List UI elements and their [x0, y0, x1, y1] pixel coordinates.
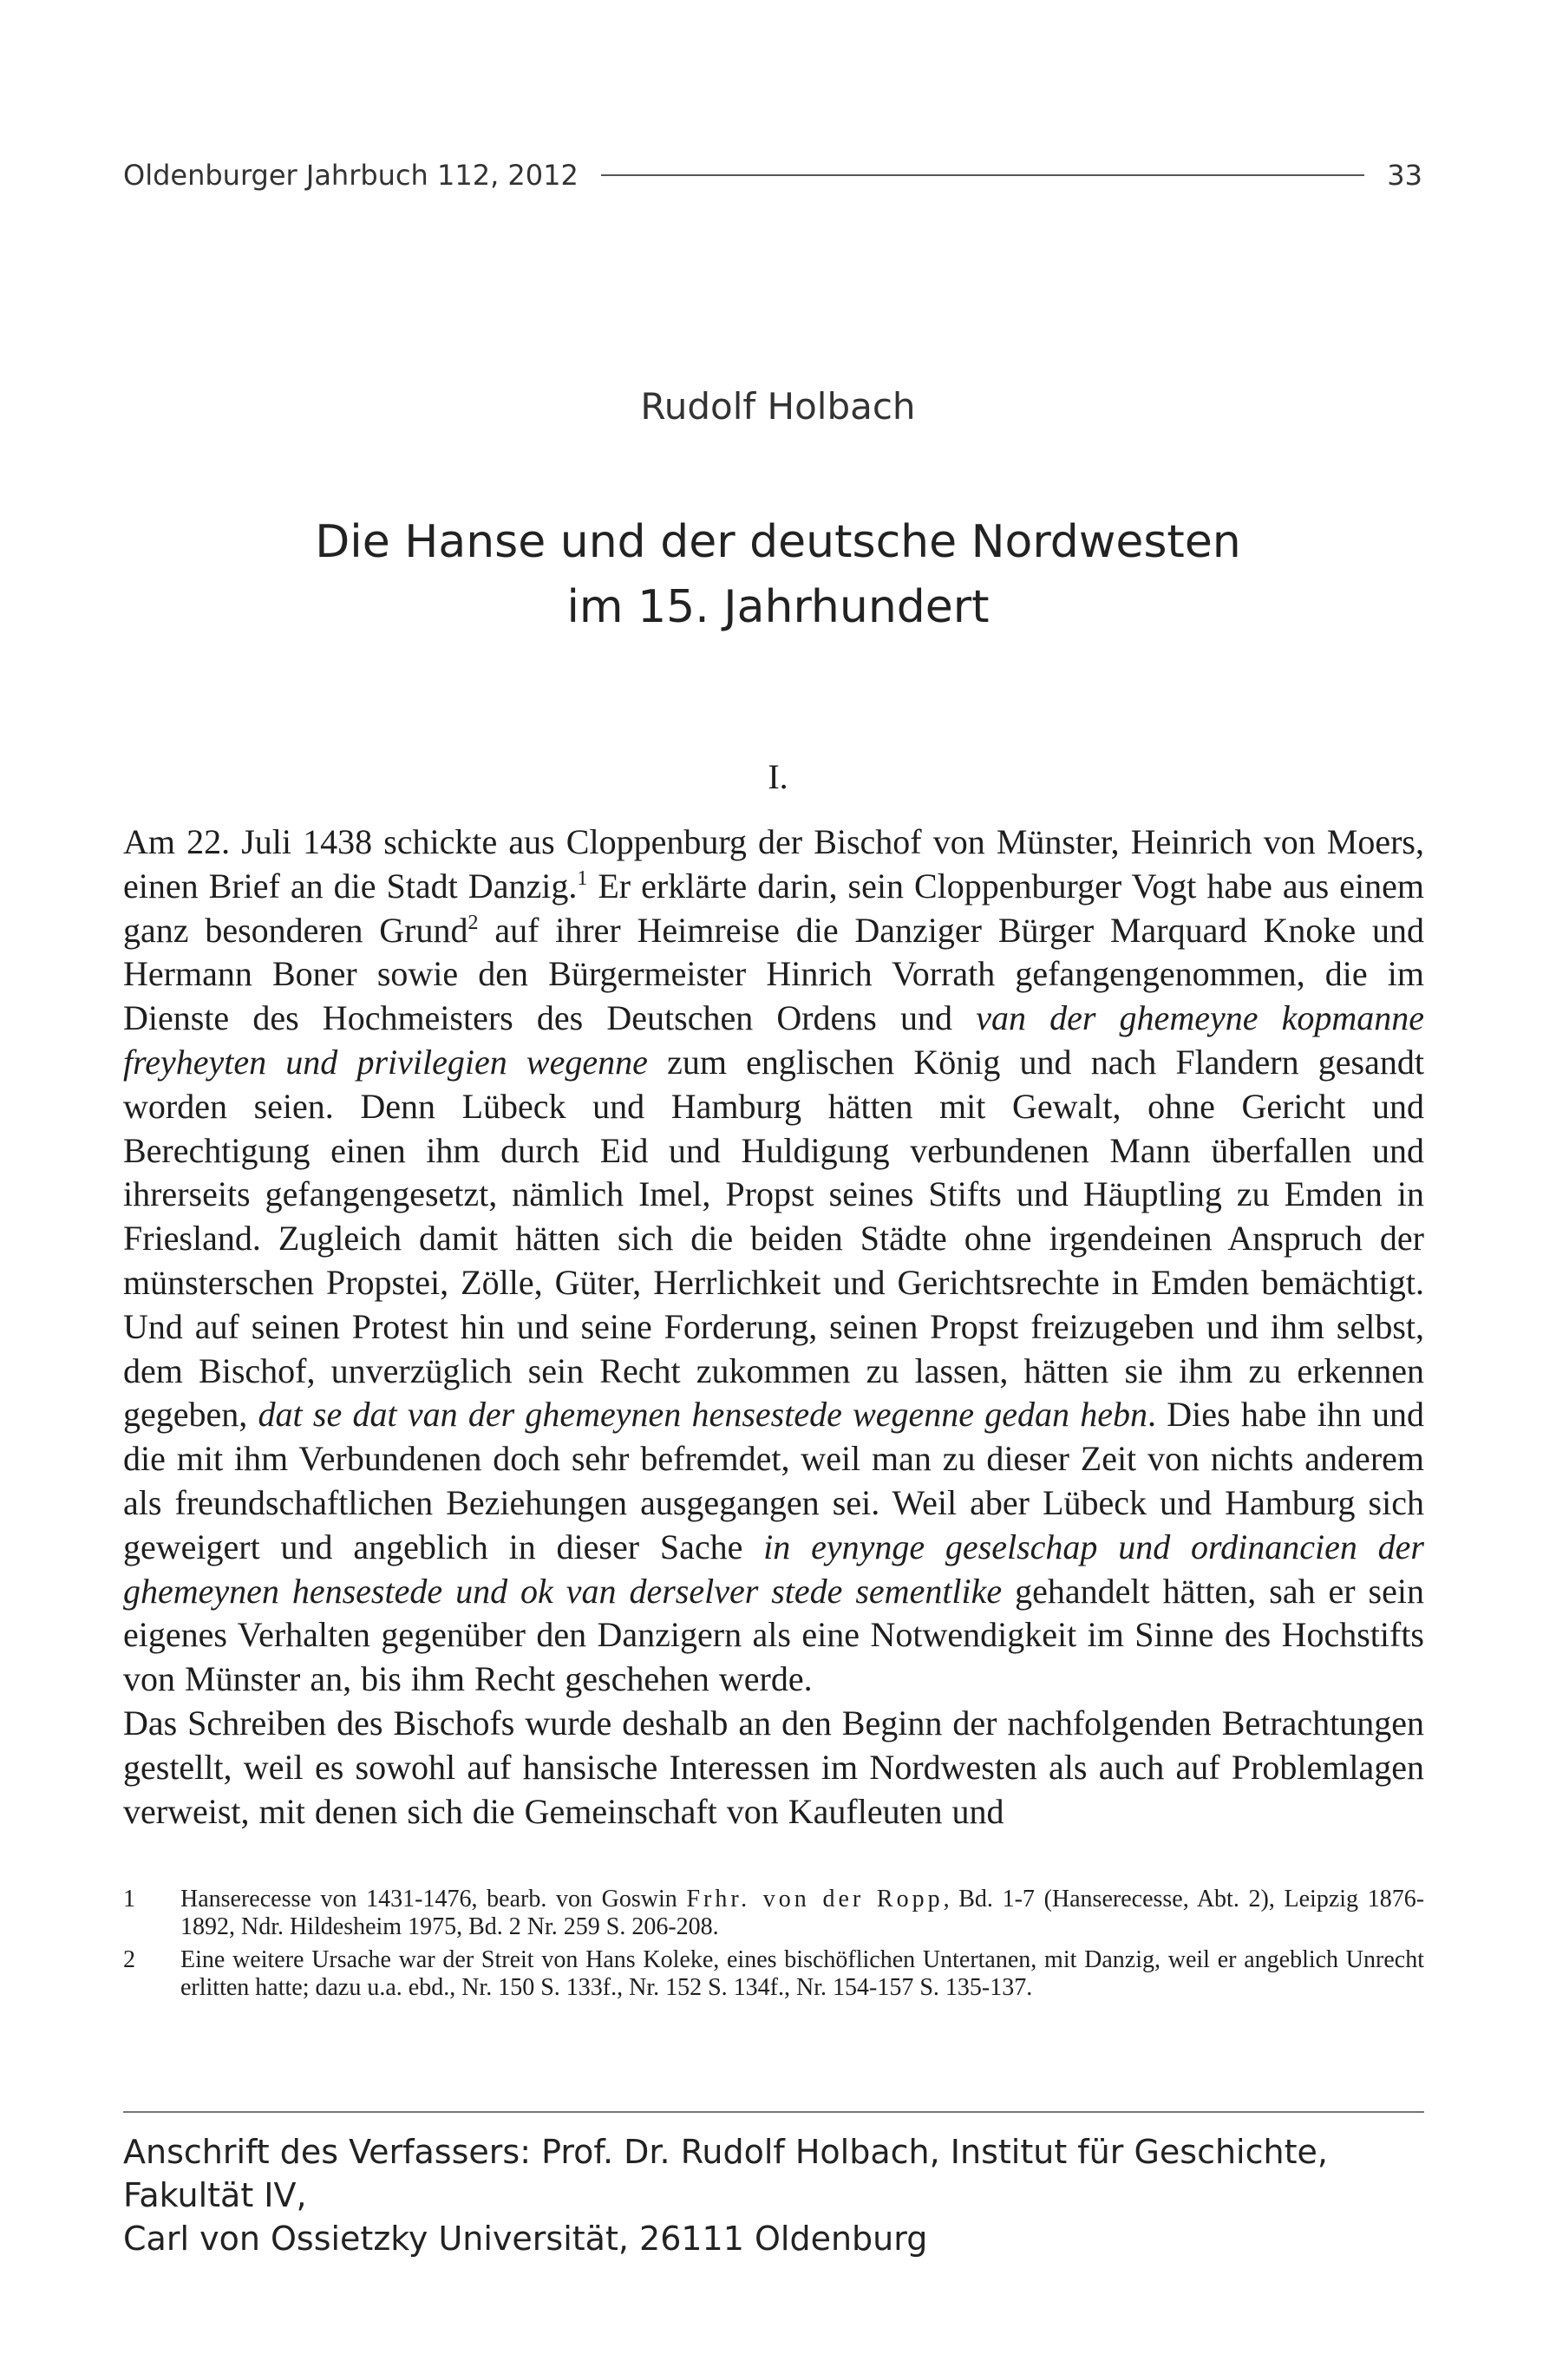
section-number: I. — [768, 757, 788, 796]
page-number: 33 — [1387, 159, 1422, 192]
article-title-line-2: im 15. Jahrhundert — [566, 581, 990, 633]
header-rule — [601, 174, 1364, 176]
editor-name-spaced: Frhr. von der Ropp — [686, 1886, 944, 1912]
quote-italic-1: van der ghemeyne kopmanne freyheyten und privilegien wegenne — [123, 998, 1425, 1082]
text-run: . Dies habe ihn und die mit ihm Verbundenen doch sehr befremdet, weil man zu dieser Zeit von nichts anderem als freundschaftlichen Beziehungen ausgegangen sei. Weil aber Lübeck und Hamburg sich geweigert und angeblich in dieser Sache — [123, 1395, 1424, 1566]
address-line-2: Carl von Ossietzky Universität, 26111 Oldenburg — [123, 2220, 928, 2258]
footnote-text — [180, 1886, 1424, 1941]
body-paragraph-2: Das Schreiben des Bischofs wurde deshalb an den Beginn der nachfolgenden Betrachtungen gestellt, weil es sowohl auf hansische Interessen im Nordwesten als auch auf Problemlagen verweist, mit denen sich die Gemeinschaft von Kaufleuten und — [123, 1703, 1424, 1831]
footnote-number: 2 — [123, 1946, 135, 1973]
footnote-ref-1: 1 — [577, 866, 588, 890]
body-paragraph-1 — [123, 821, 1424, 1702]
text-run: Hanserecesse von 1431-1476, bearb. von Goswin — [180, 1886, 687, 1912]
article-author: Rudolf Holbach — [640, 385, 916, 428]
footnote — [123, 1886, 1424, 1941]
text-run: zum englischen König und nach Flandern gesandt worden seien. Denn Lübeck und Hamburg hätten mit Gewalt, ohne Gericht und Berechtigung einen ihm durch Eid und Huldigung verbundenen Mann überfallen und ihrerseits gefangengesetzt, nämlich Imel, Propst seines Stifts und Häuptling zu Emden in Friesland. Zugleich damit hätten sich die beiden Städte ohne irgendeinen Anspruch der münsterschen Propstei, Zölle, Güter, Herrlichkeit und Gerichtsrechte in Emden bemächtigt. Und auf seinen Protest hin und seine Forderung, seinen Propst freizugeben und ihm selbst, dem Bischof, unverzüglich sein Recht zukommen zu lassen, hätten sie ihm zu erkennen gegeben, — [123, 1042, 1424, 1435]
quote-italic-3: in eynynge geselschap und ordinancien der ghemeynen hensestede und ok van derselver stede sementlike — [123, 1527, 1424, 1611]
footnote-ref-2: 2 — [467, 911, 479, 934]
running-header — [123, 149, 1422, 201]
text-run: gehandelt hätten, sah er sein eigenes Verhalten gegenüber den Danzigern als eine Notwendigkeit im Sinne des Hochstifts von Münster an, bis ihm Recht geschehen werde. — [123, 1571, 1424, 1699]
quote-italic-2: dat se dat van der ghemeynen hensestede wegenne gedan hebn — [258, 1395, 1148, 1435]
footnote — [123, 1946, 1424, 2002]
address-line-1: Anschrift des Verfassers: Prof. Dr. Rudolf Holbach, Institut für Geschichte, Fakultät IV, — [123, 2133, 1328, 2214]
author-address — [123, 2130, 1442, 2260]
footnotes — [123, 1886, 1424, 2002]
article-title-line-1: Die Hanse und der deutsche Nordwesten — [315, 516, 1241, 568]
text-run: , Bd. 1-7 (Hanserecesse, Abt. 2), Leipzig 1876-1892, Ndr. Hildesheim 1975, Bd. 2 Nr. 259 S. 206-208. — [180, 1886, 1425, 1940]
address-separator-rule — [123, 2111, 1424, 2113]
journal-title: Oldenburger Jahrbuch 112, 2012 — [123, 159, 579, 192]
footnote-number: 1 — [123, 1886, 135, 1912]
body-text — [123, 821, 1424, 1834]
text-run: auf ihrer Heimreise die Danziger Bürger Marquard Knoke und Hermann Boner sowie den Bürgermeister Hinrich Vorrath gefangengenommen, die im Dienste des Hochmeisters des Deutschen Ordens und — [123, 910, 1424, 1038]
footnote-text: Eine weitere Ursache war der Streit von Hans Koleke, eines bischöflichen Untertanen, mit Danzig, weil er angeblich Unrecht erlitten hatte; dazu u.a. ebd., Nr. 150 S. 133f., Nr. 152 S. 134f., Nr. 154-157 S. 135-137. — [180, 1946, 1424, 2001]
text-run: Am 22. Juli 1438 schickte aus Cloppenburg der Bischof von Münster, Heinrich von Moers, einen Brief an die Stadt Danzig. — [123, 822, 1424, 906]
text-run: Er erklärte darin, sein Cloppenburger Vogt habe aus einem ganz besonderen Grund — [123, 866, 1425, 950]
